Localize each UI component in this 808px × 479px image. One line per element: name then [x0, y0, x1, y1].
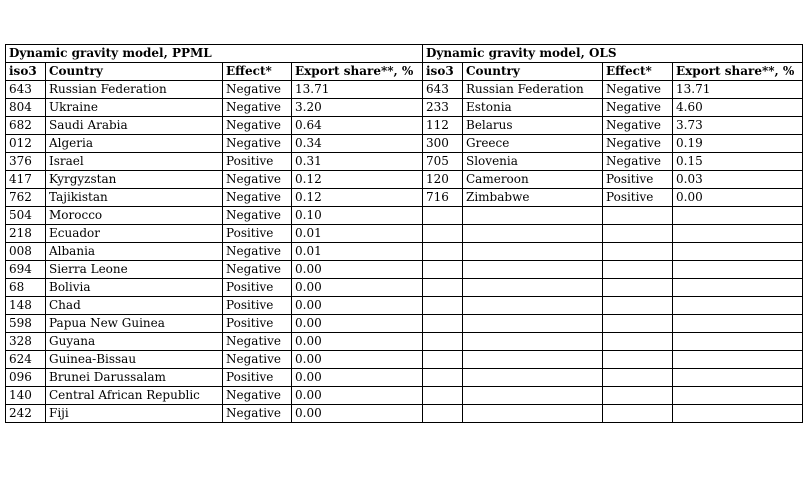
ols-cell-effect	[603, 261, 673, 279]
ols-cell-iso3: 705	[423, 153, 463, 171]
ppml-cell-export-share: 0.12	[292, 171, 423, 189]
ols-cell-export-share: 0.19	[673, 135, 803, 153]
ols-cell-country	[463, 369, 603, 387]
ols-cell-export-share: 13.71	[673, 81, 803, 99]
ppml-cell-iso3: 328	[6, 333, 46, 351]
table-row	[6, 153, 803, 171]
ols-cell-iso3	[423, 207, 463, 225]
ppml-header-effect: Effect*	[223, 63, 292, 81]
ppml-cell-export-share: 0.00	[292, 387, 423, 405]
table-row	[6, 279, 803, 297]
ols-header-country: Country	[463, 63, 603, 81]
ppml-cell-iso3: 762	[6, 189, 46, 207]
ols-cell-export-share	[673, 405, 803, 423]
ols-cell-export-share	[673, 207, 803, 225]
ppml-cell-effect: Negative	[223, 351, 292, 369]
ols-cell-effect: Negative	[603, 135, 673, 153]
ppml-cell-effect: Positive	[223, 297, 292, 315]
ppml-cell-iso3: 643	[6, 81, 46, 99]
ols-header-effect: Effect*	[603, 63, 673, 81]
ppml-cell-iso3: 012	[6, 135, 46, 153]
ols-cell-effect	[603, 315, 673, 333]
ppml-cell-export-share: 0.00	[292, 279, 423, 297]
ppml-cell-effect: Negative	[223, 243, 292, 261]
ppml-cell-country: Russian Federation	[46, 81, 223, 99]
ols-cell-country: Belarus	[463, 117, 603, 135]
ols-cell-export-share	[673, 387, 803, 405]
ols-cell-effect	[603, 207, 673, 225]
ppml-cell-country: Bolivia	[46, 279, 223, 297]
ols-header-iso3: iso3	[423, 63, 463, 81]
ols-cell-iso3	[423, 405, 463, 423]
ols-cell-effect	[603, 387, 673, 405]
ppml-cell-effect: Positive	[223, 225, 292, 243]
table-row	[6, 333, 803, 351]
ols-cell-export-share	[673, 225, 803, 243]
ols-cell-iso3: 120	[423, 171, 463, 189]
ols-cell-effect: Negative	[603, 99, 673, 117]
ppml-cell-export-share: 0.00	[292, 297, 423, 315]
ols-cell-country: Slovenia	[463, 153, 603, 171]
model-title-row	[6, 45, 803, 63]
ols-cell-iso3	[423, 243, 463, 261]
ols-cell-country	[463, 207, 603, 225]
ols-cell-country	[463, 405, 603, 423]
ppml-cell-effect: Negative	[223, 207, 292, 225]
ppml-cell-effect: Negative	[223, 99, 292, 117]
ppml-cell-country: Papua New Guinea	[46, 315, 223, 333]
ppml-cell-export-share: 0.31	[292, 153, 423, 171]
ppml-cell-export-share: 0.00	[292, 315, 423, 333]
ppml-cell-effect: Negative	[223, 405, 292, 423]
ppml-cell-country: Ukraine	[46, 99, 223, 117]
ppml-cell-iso3: 682	[6, 117, 46, 135]
ppml-cell-effect: Positive	[223, 369, 292, 387]
ols-cell-iso3: 233	[423, 99, 463, 117]
ppml-cell-country: Sierra Leone	[46, 261, 223, 279]
ols-cell-iso3	[423, 387, 463, 405]
ols-cell-export-share	[673, 297, 803, 315]
ols-cell-country	[463, 387, 603, 405]
ols-cell-export-share: 3.73	[673, 117, 803, 135]
ols-cell-country: Greece	[463, 135, 603, 153]
ols-cell-effect	[603, 279, 673, 297]
ols-cell-effect: Positive	[603, 171, 673, 189]
ppml-cell-country: Morocco	[46, 207, 223, 225]
table-row	[6, 369, 803, 387]
ols-cell-country	[463, 351, 603, 369]
ols-cell-iso3: 716	[423, 189, 463, 207]
table-row	[6, 387, 803, 405]
ppml-cell-export-share: 0.00	[292, 261, 423, 279]
ppml-cell-iso3: 148	[6, 297, 46, 315]
table-body	[6, 81, 803, 423]
ppml-cell-export-share: 0.00	[292, 351, 423, 369]
ols-cell-iso3	[423, 351, 463, 369]
table-row	[6, 117, 803, 135]
ppml-cell-export-share: 0.00	[292, 405, 423, 423]
ppml-cell-iso3: 598	[6, 315, 46, 333]
table-row	[6, 171, 803, 189]
ols-cell-country	[463, 261, 603, 279]
ols-cell-country	[463, 333, 603, 351]
ols-cell-effect: Positive	[603, 189, 673, 207]
ols-cell-country	[463, 225, 603, 243]
ppml-cell-effect: Positive	[223, 315, 292, 333]
table-row	[6, 189, 803, 207]
ppml-cell-effect: Negative	[223, 261, 292, 279]
ols-cell-export-share	[673, 333, 803, 351]
ols-cell-country: Cameroon	[463, 171, 603, 189]
table-row	[6, 207, 803, 225]
ols-header-export-share: Export share**, %	[673, 63, 803, 81]
ols-cell-iso3	[423, 225, 463, 243]
ppml-cell-export-share: 0.34	[292, 135, 423, 153]
ols-cell-effect	[603, 243, 673, 261]
ols-cell-export-share	[673, 351, 803, 369]
ppml-cell-effect: Negative	[223, 171, 292, 189]
table-row	[6, 261, 803, 279]
ppml-cell-export-share: 0.12	[292, 189, 423, 207]
ppml-cell-iso3: 624	[6, 351, 46, 369]
table-row	[6, 351, 803, 369]
ppml-cell-effect: Negative	[223, 189, 292, 207]
ppml-cell-iso3: 140	[6, 387, 46, 405]
ols-cell-country	[463, 297, 603, 315]
ppml-cell-country: Guinea-Bissau	[46, 351, 223, 369]
ppml-cell-effect: Positive	[223, 153, 292, 171]
ols-cell-iso3	[423, 279, 463, 297]
ols-cell-country: Estonia	[463, 99, 603, 117]
ols-cell-effect: Negative	[603, 117, 673, 135]
ppml-cell-iso3: 417	[6, 171, 46, 189]
table-row	[6, 81, 803, 99]
ols-cell-effect	[603, 333, 673, 351]
ppml-cell-country: Saudi Arabia	[46, 117, 223, 135]
ols-cell-effect: Negative	[603, 81, 673, 99]
ols-cell-export-share: 4.60	[673, 99, 803, 117]
ppml-cell-iso3: 008	[6, 243, 46, 261]
ppml-header-iso3: iso3	[6, 63, 46, 81]
ppml-cell-export-share: 0.00	[292, 369, 423, 387]
ols-cell-iso3	[423, 333, 463, 351]
ppml-cell-iso3: 242	[6, 405, 46, 423]
ppml-header-country: Country	[46, 63, 223, 81]
ppml-cell-iso3: 68	[6, 279, 46, 297]
ols-cell-effect	[603, 225, 673, 243]
gravity-model-table	[5, 44, 803, 423]
ppml-cell-country: Central African Republic	[46, 387, 223, 405]
ols-cell-export-share	[673, 243, 803, 261]
ols-cell-export-share: 0.00	[673, 189, 803, 207]
ppml-cell-country: Guyana	[46, 333, 223, 351]
ols-cell-iso3	[423, 315, 463, 333]
table-row	[6, 297, 803, 315]
table-row	[6, 99, 803, 117]
column-header-row	[6, 63, 803, 81]
table-row	[6, 243, 803, 261]
ppml-cell-iso3: 218	[6, 225, 46, 243]
ppml-cell-effect: Negative	[223, 135, 292, 153]
ppml-cell-iso3: 504	[6, 207, 46, 225]
ppml-cell-export-share: 3.20	[292, 99, 423, 117]
ols-cell-country: Russian Federation	[463, 81, 603, 99]
ols-cell-export-share: 0.15	[673, 153, 803, 171]
ppml-cell-effect: Negative	[223, 81, 292, 99]
ols-cell-effect: Negative	[603, 153, 673, 171]
ols-cell-country	[463, 279, 603, 297]
table-row	[6, 315, 803, 333]
ppml-cell-export-share: 0.01	[292, 225, 423, 243]
ppml-cell-effect: Positive	[223, 279, 292, 297]
ppml-cell-effect: Negative	[223, 387, 292, 405]
ols-cell-effect	[603, 369, 673, 387]
ols-cell-export-share	[673, 261, 803, 279]
ols-cell-export-share	[673, 279, 803, 297]
ppml-cell-export-share: 0.00	[292, 333, 423, 351]
ols-cell-effect	[603, 297, 673, 315]
ppml-cell-country: Fiji	[46, 405, 223, 423]
ppml-cell-effect: Negative	[223, 117, 292, 135]
ppml-cell-iso3: 694	[6, 261, 46, 279]
ppml-cell-iso3: 096	[6, 369, 46, 387]
ols-cell-country: Zimbabwe	[463, 189, 603, 207]
ppml-cell-export-share: 13.71	[292, 81, 423, 99]
ppml-cell-country: Albania	[46, 243, 223, 261]
ppml-cell-effect: Negative	[223, 333, 292, 351]
ppml-cell-country: Israel	[46, 153, 223, 171]
ols-cell-iso3	[423, 297, 463, 315]
ppml-cell-iso3: 804	[6, 99, 46, 117]
ppml-cell-country: Tajikistan	[46, 189, 223, 207]
ols-cell-iso3	[423, 369, 463, 387]
ols-cell-export-share: 0.03	[673, 171, 803, 189]
ppml-cell-country: Kyrgyzstan	[46, 171, 223, 189]
ppml-cell-country: Ecuador	[46, 225, 223, 243]
ols-cell-iso3	[423, 261, 463, 279]
ppml-title: Dynamic gravity model, PPML	[6, 45, 423, 63]
ppml-cell-export-share: 0.64	[292, 117, 423, 135]
table-row	[6, 135, 803, 153]
ols-cell-effect	[603, 405, 673, 423]
ppml-header-export-share: Export share**, %	[292, 63, 423, 81]
ppml-cell-country: Brunei Darussalam	[46, 369, 223, 387]
ppml-cell-country: Chad	[46, 297, 223, 315]
ols-cell-iso3: 300	[423, 135, 463, 153]
table-row	[6, 225, 803, 243]
ols-cell-iso3: 643	[423, 81, 463, 99]
ols-cell-effect	[603, 351, 673, 369]
ppml-cell-export-share: 0.10	[292, 207, 423, 225]
table-row	[6, 405, 803, 423]
ols-cell-export-share	[673, 369, 803, 387]
ppml-cell-export-share: 0.01	[292, 243, 423, 261]
ols-title: Dynamic gravity model, OLS	[423, 45, 803, 63]
ppml-cell-iso3: 376	[6, 153, 46, 171]
ols-cell-iso3: 112	[423, 117, 463, 135]
ols-cell-export-share	[673, 315, 803, 333]
ols-cell-country	[463, 315, 603, 333]
ols-cell-country	[463, 243, 603, 261]
ppml-cell-country: Algeria	[46, 135, 223, 153]
